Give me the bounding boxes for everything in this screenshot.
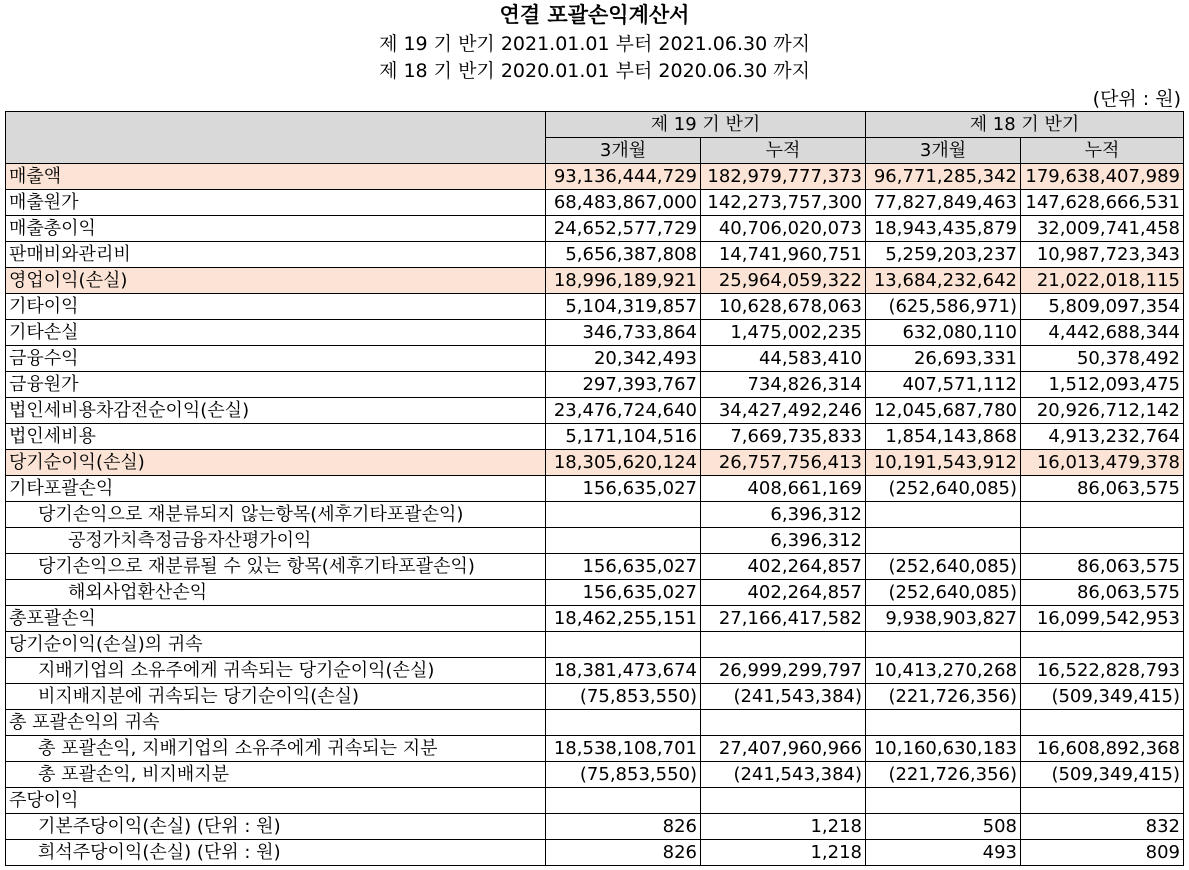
prior-3m-value [866, 710, 1021, 736]
prior-3m-value: 13,684,232,642 [866, 268, 1021, 294]
prior-cum-value: 86,063,575 [1021, 554, 1184, 580]
prior-cum-value: 16,099,542,953 [1021, 606, 1184, 632]
row-label: 해외사업환산손익 [6, 580, 546, 606]
current-cum-value [701, 710, 866, 736]
table-row [6, 190, 1184, 216]
current-3m-value: 18,381,473,674 [546, 658, 701, 684]
prior-3m-value: 508 [866, 814, 1021, 840]
row-label: 지배기업의 소유주에게 귀속되는 당기순이익(손실) [6, 658, 546, 684]
current-3m-value: 93,136,444,729 [546, 164, 701, 190]
unit-label: (단위 : 원) [1092, 88, 1181, 110]
row-label: 기타포괄손익 [6, 476, 546, 502]
row-label: 매출원가 [6, 190, 546, 216]
current-cum-value: 1,475,002,235 [701, 320, 866, 346]
row-label: 당기순이익(손실) [6, 450, 546, 476]
prior-3m-value: (221,726,356) [866, 762, 1021, 788]
current-3m-value: 5,104,319,857 [546, 294, 701, 320]
prior-cum-value: 86,063,575 [1021, 580, 1184, 606]
table-row [6, 814, 1184, 840]
current-3m-value: 156,635,027 [546, 554, 701, 580]
prior-3m-value: 10,191,543,912 [866, 450, 1021, 476]
prior-3m-value: 12,045,687,780 [866, 398, 1021, 424]
table-row [6, 788, 1184, 814]
prior-3m-value: 10,160,630,183 [866, 736, 1021, 762]
prior-3m-value: 77,827,849,463 [866, 190, 1021, 216]
current-3m-value: 826 [546, 840, 701, 866]
current-cum-value [701, 632, 866, 658]
header-current-3m: 3개월 [546, 138, 701, 164]
income-statement-table [5, 111, 1184, 866]
current-3m-value: 826 [546, 814, 701, 840]
current-3m-value [546, 632, 701, 658]
prior-cum-value: 10,987,723,343 [1021, 242, 1184, 268]
prior-cum-value: 16,522,828,793 [1021, 658, 1184, 684]
row-label: 당기순이익(손실)의 귀속 [6, 632, 546, 658]
current-cum-value: 1,218 [701, 814, 866, 840]
current-3m-value: 68,483,867,000 [546, 190, 701, 216]
row-label: 금융수익 [6, 346, 546, 372]
prior-3m-value [866, 528, 1021, 554]
table-row [6, 736, 1184, 762]
current-cum-value: 34,427,492,246 [701, 398, 866, 424]
prior-3m-value: (252,640,085) [866, 580, 1021, 606]
current-cum-value: 734,826,314 [701, 372, 866, 398]
table-row [6, 216, 1184, 242]
period-prior: 제 18 기 반기 2020.01.01 부터 2020.06.30 까지 [379, 60, 810, 82]
table-row [6, 476, 1184, 502]
row-label: 총 포괄손익의 귀속 [6, 710, 546, 736]
table-row [6, 528, 1184, 554]
prior-cum-value: 32,009,741,458 [1021, 216, 1184, 242]
current-3m-value: 346,733,864 [546, 320, 701, 346]
table-row [6, 242, 1184, 268]
prior-cum-value: 21,022,018,115 [1021, 268, 1184, 294]
row-label: 법인세비용차감전순이익(손실) [6, 398, 546, 424]
prior-3m-value: 26,693,331 [866, 346, 1021, 372]
current-3m-value [546, 528, 701, 554]
current-cum-value: 142,273,757,300 [701, 190, 866, 216]
prior-cum-value: 16,608,892,368 [1021, 736, 1184, 762]
prior-cum-value: 20,926,712,142 [1021, 398, 1184, 424]
current-3m-value: (75,853,550) [546, 684, 701, 710]
current-3m-value: (75,853,550) [546, 762, 701, 788]
current-cum-value: 7,669,735,833 [701, 424, 866, 450]
prior-3m-value: (625,586,971) [866, 294, 1021, 320]
current-cum-value: 27,407,960,966 [701, 736, 866, 762]
prior-cum-value: 147,628,666,531 [1021, 190, 1184, 216]
current-3m-value: 24,652,577,729 [546, 216, 701, 242]
table-row [6, 502, 1184, 528]
row-label: 총 포괄손익, 지배기업의 소유주에게 귀속되는 지분 [6, 736, 546, 762]
current-3m-value: 18,462,255,151 [546, 606, 701, 632]
row-label: 기타이익 [6, 294, 546, 320]
table-row [6, 762, 1184, 788]
current-3m-value: 297,393,767 [546, 372, 701, 398]
prior-cum-value: 4,913,232,764 [1021, 424, 1184, 450]
current-3m-value [546, 788, 701, 814]
current-cum-value: 402,264,857 [701, 554, 866, 580]
table-row [6, 320, 1184, 346]
current-3m-value: 23,476,724,640 [546, 398, 701, 424]
prior-3m-value: 9,938,903,827 [866, 606, 1021, 632]
period-current: 제 19 기 반기 2021.01.01 부터 2021.06.30 까지 [379, 33, 810, 55]
header-prior-3m: 3개월 [866, 138, 1021, 164]
table-row [6, 268, 1184, 294]
current-3m-value [546, 710, 701, 736]
prior-3m-value: (221,726,356) [866, 684, 1021, 710]
current-cum-value: 44,583,410 [701, 346, 866, 372]
row-label: 판매비와관리비 [6, 242, 546, 268]
row-label: 당기손익으로 재분류될 수 있는 항목(세후기타포괄손익) [6, 554, 546, 580]
prior-cum-value [1021, 788, 1184, 814]
prior-3m-value: (252,640,085) [866, 554, 1021, 580]
current-cum-value: 402,264,857 [701, 580, 866, 606]
current-cum-value: 1,218 [701, 840, 866, 866]
prior-3m-value [866, 788, 1021, 814]
row-label: 당기손익으로 재분류되지 않는항목(세후기타포괄손익) [6, 502, 546, 528]
table-row [6, 658, 1184, 684]
current-3m-value: 156,635,027 [546, 580, 701, 606]
prior-cum-value: 86,063,575 [1021, 476, 1184, 502]
prior-cum-value: 1,512,093,475 [1021, 372, 1184, 398]
row-label: 기타손실 [6, 320, 546, 346]
row-label: 매출총이익 [6, 216, 546, 242]
table-row [6, 450, 1184, 476]
current-cum-value: 25,964,059,322 [701, 268, 866, 294]
prior-3m-value: 1,854,143,868 [866, 424, 1021, 450]
table-row [6, 840, 1184, 866]
prior-3m-value: 493 [866, 840, 1021, 866]
table-row [6, 346, 1184, 372]
table-row [6, 710, 1184, 736]
table-row [6, 372, 1184, 398]
table-row [6, 684, 1184, 710]
row-label: 총 포괄손익, 비지배지분 [6, 762, 546, 788]
current-cum-value: (241,543,384) [701, 684, 866, 710]
current-cum-value: 6,396,312 [701, 528, 866, 554]
prior-cum-value [1021, 710, 1184, 736]
current-3m-value: 5,656,387,808 [546, 242, 701, 268]
prior-cum-value: 809 [1021, 840, 1184, 866]
statement-title: 연결 포괄손익계산서 [499, 3, 690, 27]
prior-cum-value: (509,349,415) [1021, 684, 1184, 710]
table-row [6, 554, 1184, 580]
row-label: 총포괄손익 [6, 606, 546, 632]
table-row [6, 606, 1184, 632]
row-label: 영업이익(손실) [6, 268, 546, 294]
table-row [6, 580, 1184, 606]
row-label: 주당이익 [6, 788, 546, 814]
current-cum-value: 6,396,312 [701, 502, 866, 528]
current-3m-value: 18,996,189,921 [546, 268, 701, 294]
prior-cum-value: 4,442,688,344 [1021, 320, 1184, 346]
table-row [6, 632, 1184, 658]
prior-cum-value: 50,378,492 [1021, 346, 1184, 372]
prior-cum-value: 179,638,407,989 [1021, 164, 1184, 190]
current-cum-value: 26,999,299,797 [701, 658, 866, 684]
header-current-period: 제 19 기 반기 [546, 112, 866, 138]
prior-3m-value: 10,413,270,268 [866, 658, 1021, 684]
table-row [6, 164, 1184, 190]
prior-3m-value [866, 502, 1021, 528]
current-cum-value: 40,706,020,073 [701, 216, 866, 242]
row-label: 희석주당이익(손실) (단위 : 원) [6, 840, 546, 866]
row-label: 비지배지분에 귀속되는 당기순이익(손실) [6, 684, 546, 710]
prior-cum-value [1021, 632, 1184, 658]
header-prior-cum: 누적 [1021, 138, 1184, 164]
row-label: 기본주당이익(손실) (단위 : 원) [6, 814, 546, 840]
current-cum-value: 26,757,756,413 [701, 450, 866, 476]
row-label: 금융원가 [6, 372, 546, 398]
prior-cum-value [1021, 528, 1184, 554]
current-cum-value: 14,741,960,751 [701, 242, 866, 268]
prior-3m-value: (252,640,085) [866, 476, 1021, 502]
header-current-cum: 누적 [701, 138, 866, 164]
current-3m-value: 20,342,493 [546, 346, 701, 372]
current-3m-value: 18,538,108,701 [546, 736, 701, 762]
current-3m-value: 5,171,104,516 [546, 424, 701, 450]
prior-3m-value: 18,943,435,879 [866, 216, 1021, 242]
table-row [6, 398, 1184, 424]
prior-3m-value: 96,771,285,342 [866, 164, 1021, 190]
current-cum-value [701, 788, 866, 814]
prior-3m-value [866, 632, 1021, 658]
prior-3m-value: 632,080,110 [866, 320, 1021, 346]
current-cum-value: 27,166,417,582 [701, 606, 866, 632]
row-label: 매출액 [6, 164, 546, 190]
current-3m-value: 18,305,620,124 [546, 450, 701, 476]
prior-3m-value: 5,259,203,237 [866, 242, 1021, 268]
table-row [6, 294, 1184, 320]
header-prior-period: 제 18 기 반기 [866, 112, 1184, 138]
table-row [6, 424, 1184, 450]
current-cum-value: 182,979,777,373 [701, 164, 866, 190]
header-row-period [6, 112, 1184, 138]
prior-cum-value: (509,349,415) [1021, 762, 1184, 788]
prior-cum-value [1021, 502, 1184, 528]
prior-cum-value: 5,809,097,354 [1021, 294, 1184, 320]
current-3m-value [546, 502, 701, 528]
current-cum-value: (241,543,384) [701, 762, 866, 788]
prior-cum-value: 16,013,479,378 [1021, 450, 1184, 476]
current-cum-value: 10,628,678,063 [701, 294, 866, 320]
prior-3m-value: 407,571,112 [866, 372, 1021, 398]
prior-cum-value: 832 [1021, 814, 1184, 840]
row-label: 법인세비용 [6, 424, 546, 450]
current-3m-value: 156,635,027 [546, 476, 701, 502]
current-cum-value: 408,661,169 [701, 476, 866, 502]
row-label: 공정가치측정금융자산평가이익 [6, 528, 546, 554]
header-blank [6, 112, 546, 164]
